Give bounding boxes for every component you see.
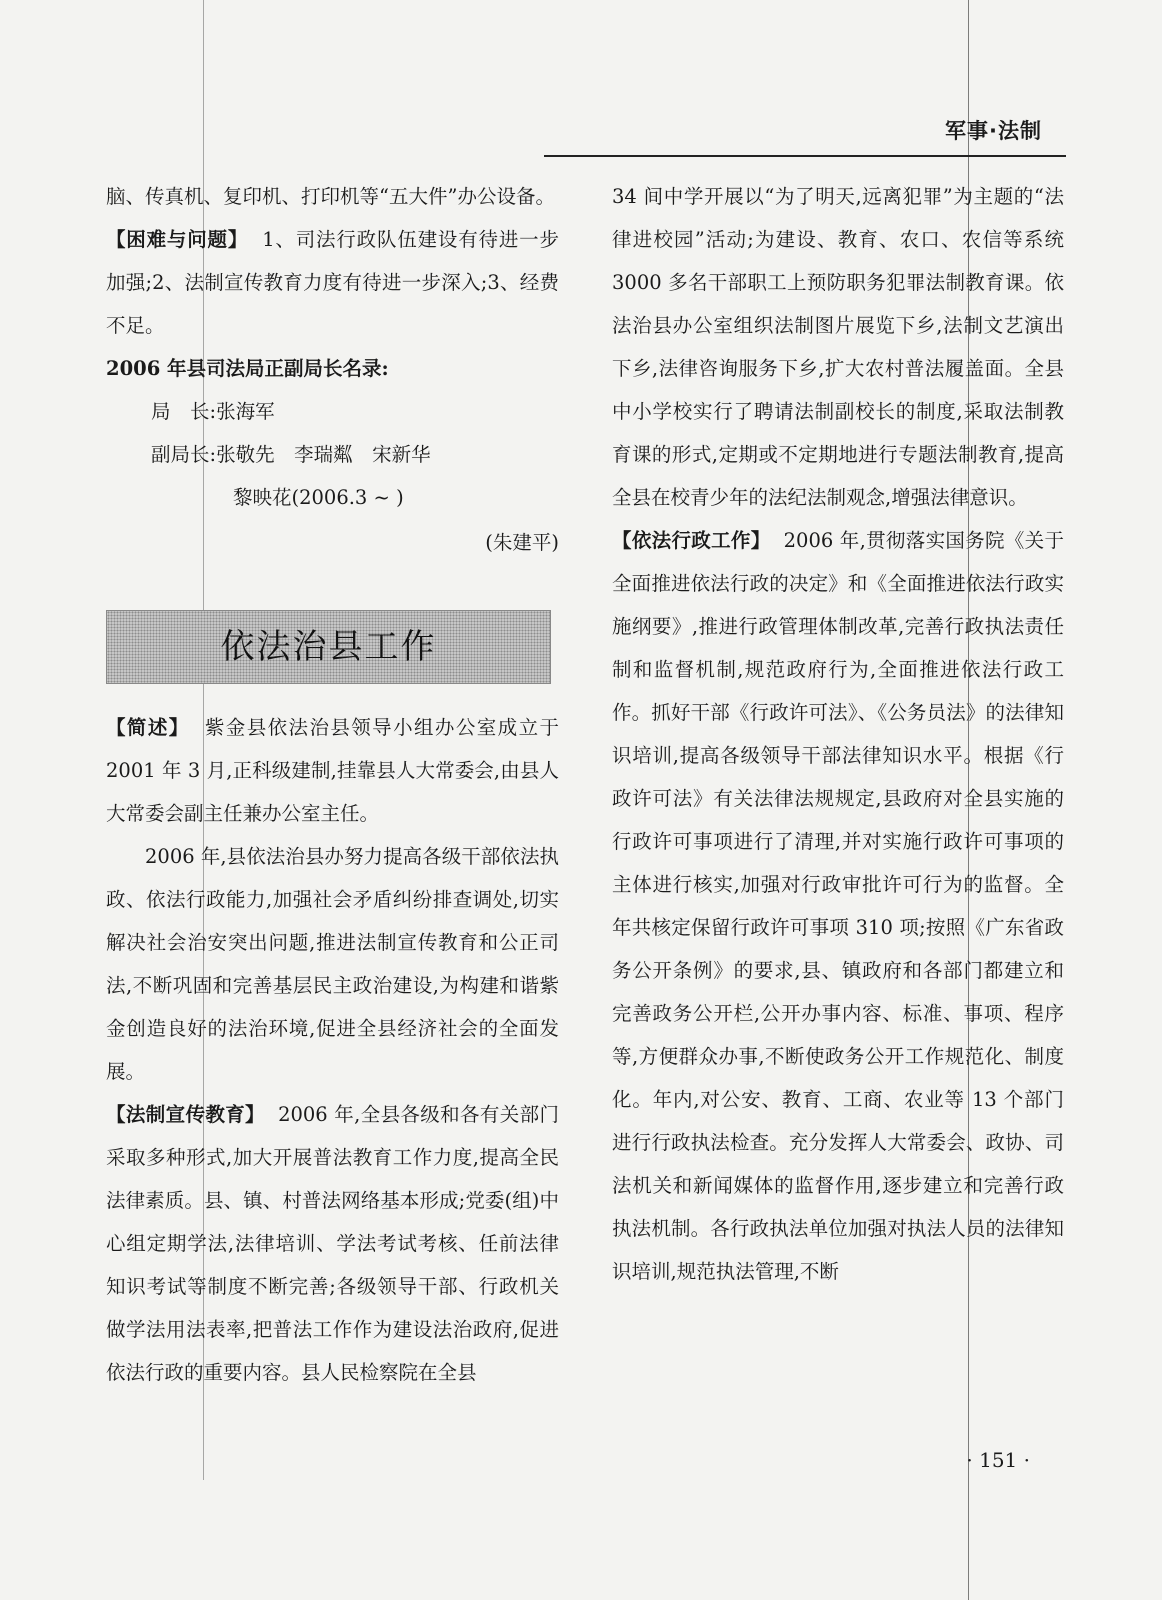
paragraph-summary xyxy=(106,706,559,835)
author-signature: (朱建平) xyxy=(485,531,559,554)
roster-title: 2006 年县司法局正副局长名录: xyxy=(106,357,389,380)
administration-text: 2006 年,贯彻落实国务院《关于全面推进依法行政的决定》和《全面推进依法行政实施纲要》,推进行政管理体制改革,完善行政执法责任制和监督机制,规范政府行为,全面推进依法行政工作。抓好干部《行政许可法》、《公务员法》的法律知识培训,提高各级领导干部法律知识水平。根据《行政许可法》有关法律法规规定,县政府对全县实施的行政许可事项进行了清理,并对实施行政许可事项的主体进行核实,加强对行政审批许可行为的监督。全年共核定保留行政许可事项 310 项;按照《广东省政务公开条例》的要求,县、镇政府和各部门都建立和完善政务公开栏,公开办事内容、标准、事项、程序等,方便群众办事,不断使政务公开工作规范化、制度化。年内,对公安、教育、工商、农业等 13 个部门进行行政执法检查。充分发挥人大常委会、政协、司法机关和新闻媒体的监督作用,逐步建立和完善行政执法机制。各行政执法单位加强对执法人员的法律知识培训,规范执法管理,不断 xyxy=(612,529,1064,1283)
header-rule xyxy=(544,155,1066,157)
left-column xyxy=(106,175,559,1394)
deputy-line: 副局长:张敬先 李瑞粼 宋新华 xyxy=(151,443,431,466)
difficulties-text: 1、司法行政队伍建设有待进一步加强;2、法制宣传教育力度有待进一步深入;3、经费不足。 xyxy=(106,228,559,337)
paragraph-2006: 2006 年,县依法治县办努力提高各级干部依法执政、依法行政能力,加强社会矛盾纠纷排查调处,切实解决社会治安突出问题,推进法制宣传教育和公正司法,不断巩固和完善基层民主政治建设,为构建和谐紫金创造良好的法治环境,促进全县经济社会的全面发展。 xyxy=(106,845,559,1083)
paragraph-difficulties xyxy=(106,218,559,347)
summary-text: 紫金县依法治县领导小组办公室成立于 2001 年 3 月,正科级建制,挂靠县人大常委会,由县人大常委会副主任兼办公室主任。 xyxy=(106,716,559,825)
administration-label: 【依法行政工作】 xyxy=(612,529,771,552)
summary-label: 【简述】 xyxy=(106,716,190,739)
right-column xyxy=(612,175,1064,1293)
deputy-line-continued: 黎映花(2006.3 ~ ) xyxy=(233,486,404,509)
difficulties-label: 【困难与问题】 xyxy=(106,228,249,251)
section-title-banner: 依法治县工作 xyxy=(106,610,551,684)
legal-education-text: 2006 年,全县各级和各有关部门采取多种形式,加大开展普法教育工作力度,提高全民法律素质。县、镇、村普法网络基本形成;党委(组)中心组定期学法,法律培训、学法考试考核、任前法律知识考试等制度不断完善;各级领导干部、行政机关做学法用法表率,把普法工作作为建设法治政府,促进依法行政的重要内容。县人民检察院在全县 xyxy=(106,1103,559,1384)
paragraph-continued-right: 34 间中学开展以“为了明天,远离犯罪”为主题的“法律进校园”活动;为建设、教育、农口、农信等系统 3000 多名干部职工上预防职务犯罪法制教育课。依法治县办公室组织法制图片展览下乡,法制文艺演出下乡,法律咨询服务下乡,扩大农村普法履盖面。全县中小学校实行了聘请法制副校长的制度,采取法制教育课的形式,定期或不定期地进行专题法制教育,提高全县在校青少年的法纪法制观念,增强法律意识。 xyxy=(612,185,1064,509)
paragraph-legal-education xyxy=(106,1093,559,1394)
paragraph-continued: 脑、传真机、复印机、打印机等“五大件”办公设备。 xyxy=(106,185,555,208)
page-number: · 151 · xyxy=(966,1448,1030,1472)
paragraph-administration xyxy=(612,519,1064,1293)
running-header: 军事·法制 xyxy=(945,119,1042,143)
director-line: 局 长:张海军 xyxy=(151,400,275,423)
legal-education-label: 【法制宣传教育】 xyxy=(106,1103,265,1126)
